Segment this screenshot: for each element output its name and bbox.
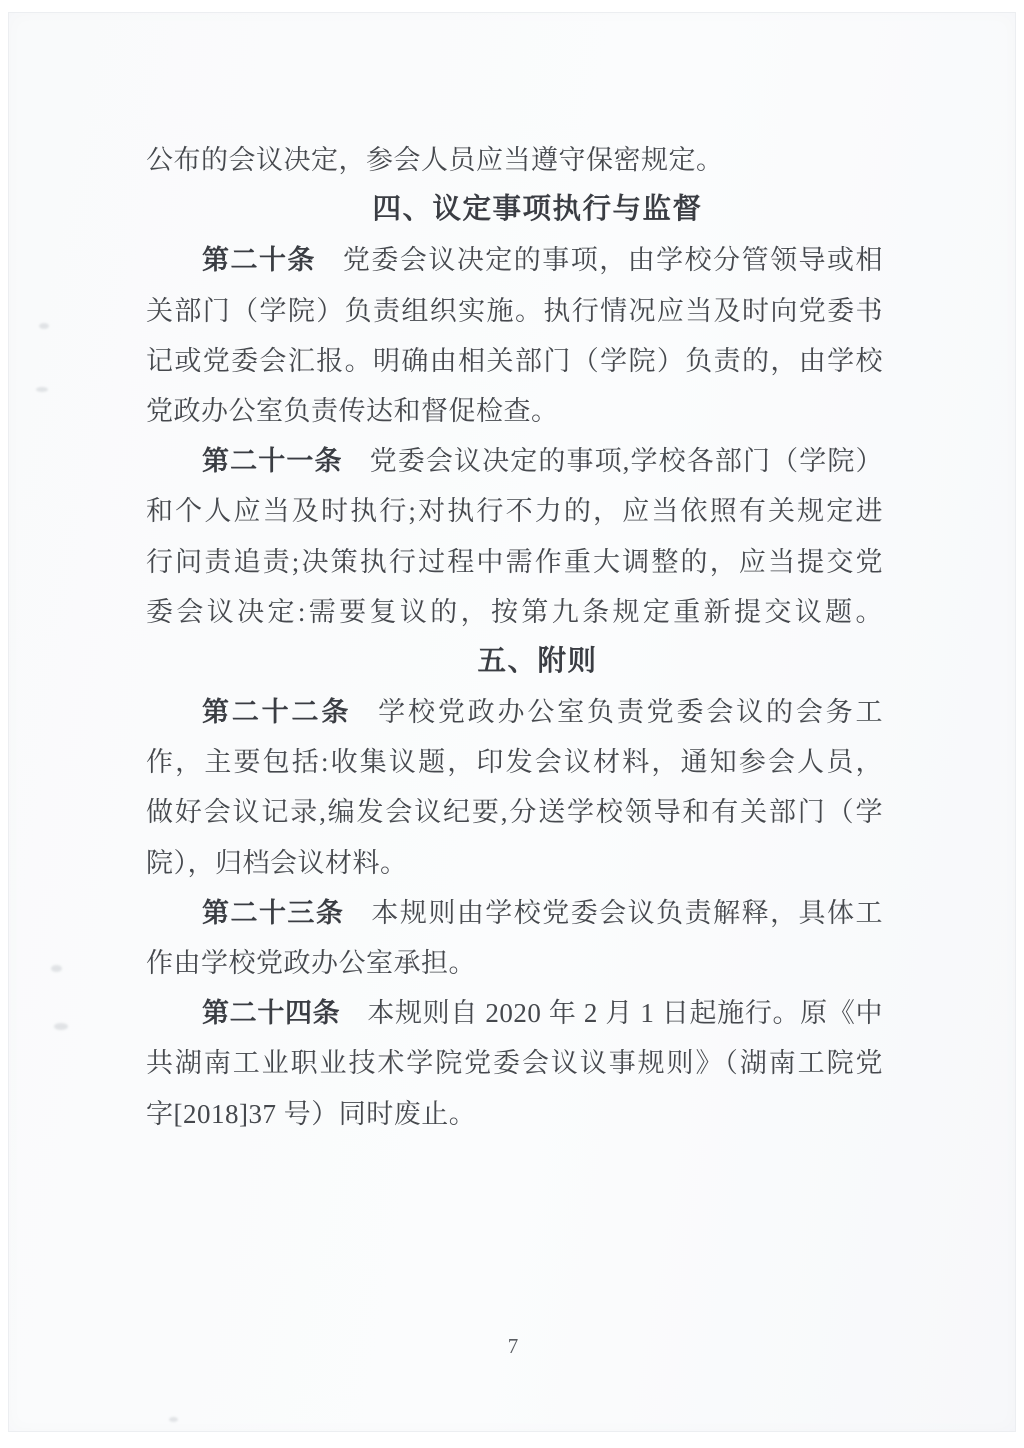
article-23-line-2: 作由学校党政办公室承担。 [146, 948, 476, 978]
article-23-first-text: 本规则由学校党委会议负责解释，具体工 [371, 897, 884, 928]
article-20-line-2: 关部门（学院）负责组织实施。执行情况应当及时向党委书 [146, 295, 883, 326]
scan-smudge-mark [51, 965, 62, 972]
section-heading-4: 四、议定事项执行与监督 [372, 194, 703, 226]
article-21-line-1 [146, 436, 883, 486]
article-22-first-text: 学校党政办公室负责党委会议的会务工 [378, 697, 884, 728]
article-24-line-1 [146, 988, 883, 1038]
article-22-line-1 [146, 687, 883, 737]
continuation-line: 公布的会议决定，参会人员应当遵守保密规定。 [146, 145, 724, 175]
scan-smudge-mark [36, 387, 48, 392]
article-20-term: 第二十条 [202, 245, 316, 276]
article-24-line-3: 字[2018]37 号）同时废止。 [146, 1098, 477, 1129]
article-24-first-text: 本规则自 2020 年 2 月 1 日起施行。原《中 [367, 998, 884, 1029]
article-20-line-4: 党政办公室负责传达和督促检查。 [146, 395, 559, 426]
page-number: 7 [507, 1334, 519, 1358]
section-heading-5: 五、附则 [477, 645, 598, 677]
article-21-first-text: 党委会议决定的事项,学校各部门（学院） [369, 446, 884, 477]
article-23-line-1 [146, 888, 883, 938]
article-22-term: 第二十二条 [202, 697, 352, 728]
article-20-line-3: 记或党委会汇报。明确由相关部门（学院）负责的，由学校 [146, 345, 883, 376]
article-21-line-4: 委会议决定:需要复议的，按第九条规定重新提交议题。 [146, 596, 883, 627]
article-21-term: 第二十一条 [202, 446, 343, 477]
scan-page [8, 12, 1016, 1432]
scan-smudge-mark [169, 1417, 178, 1422]
article-22-line-4: 院），归档会议材料。 [146, 847, 408, 878]
article-22-line-2: 作，主要包括:收集议题，印发会议材料，通知参会人员， [146, 747, 883, 778]
article-21-line-2: 和个人应当及时执行;对执行不力的，应当依照有关规定进 [146, 496, 883, 527]
article-20-line-1 [146, 235, 883, 285]
article-20-first-text: 党委会议决定的事项，由学校分管领导或相 [342, 245, 884, 276]
document-body [146, 135, 883, 1139]
article-23-term: 第二十三条 [202, 897, 345, 928]
article-24-line-2: 共湖南工业职业技术学院党委会议议事规则》（湖南工院党 [146, 1048, 883, 1079]
scan-smudge-mark [54, 1023, 68, 1030]
article-22-line-3: 做好会议记录,编发会议纪要,分送学校领导和有关部门（学 [146, 797, 883, 828]
article-21-line-3: 行问责追责;决策执行过程中需作重大调整的，应当提交党 [146, 546, 883, 577]
scan-smudge-mark [39, 323, 49, 329]
article-24-term: 第二十四条 [202, 998, 341, 1029]
